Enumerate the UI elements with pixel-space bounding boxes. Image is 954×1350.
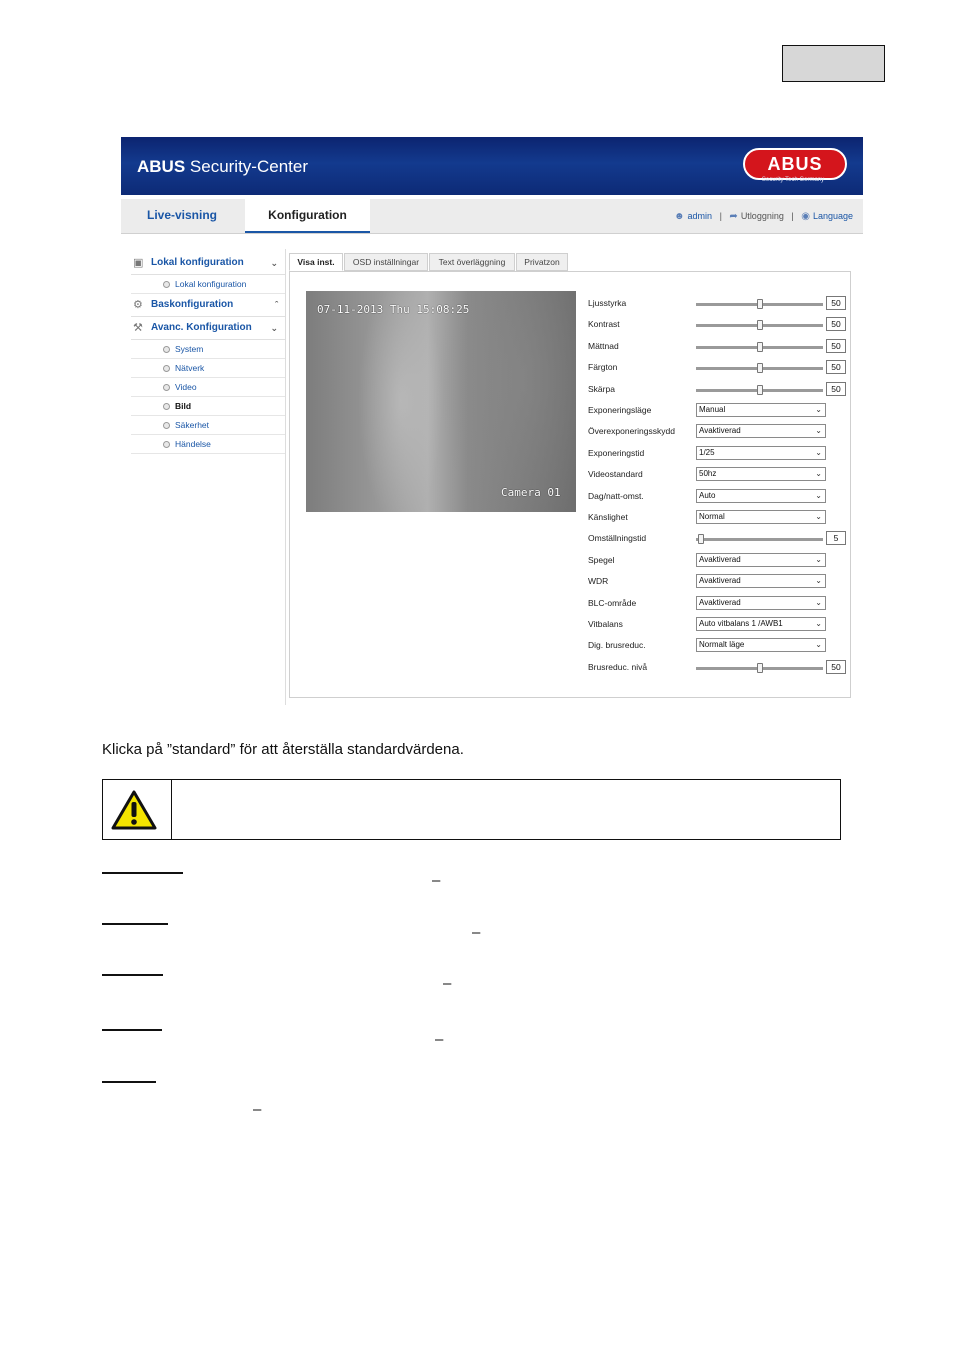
dropdown-value: 50hz bbox=[699, 469, 717, 479]
setting-label: Mättnad bbox=[588, 340, 619, 351]
language-link[interactable]: Language bbox=[812, 211, 853, 221]
chevron-down-icon: ⌄ bbox=[815, 426, 822, 436]
dash-4: – bbox=[435, 1031, 444, 1048]
sidebar-item-security[interactable] bbox=[131, 416, 286, 435]
user-bar: ☻ admin | ➦ Utloggning | ◉ Language bbox=[674, 199, 853, 233]
setting-label: Videostandard bbox=[588, 469, 643, 480]
brand-bold: ABUS bbox=[137, 157, 186, 176]
sidebar-divider bbox=[285, 249, 286, 705]
dropdown-value: Avaktiverad bbox=[699, 597, 741, 607]
dropdown-value: Avaktiverad bbox=[699, 576, 741, 586]
setting-value-input[interactable]: 50 bbox=[826, 360, 846, 374]
osd-timestamp: 07-11-2013 Thu 15:08:25 bbox=[317, 303, 470, 316]
main-nav bbox=[121, 199, 863, 234]
setting-label: Överexponeringsskydd bbox=[588, 426, 675, 437]
tab-text-overlay[interactable]: Text överläggning bbox=[429, 253, 515, 271]
setting-label: Kontrast bbox=[588, 319, 620, 330]
app-screenshot bbox=[121, 137, 863, 707]
sidebar-item-video[interactable] bbox=[131, 378, 286, 397]
slider-thumb[interactable] bbox=[757, 363, 763, 373]
slider-thumb[interactable] bbox=[698, 534, 704, 544]
chevron-down-icon: ⌄ bbox=[270, 258, 278, 268]
chevron-down-icon: ⌄ bbox=[815, 512, 822, 521]
setting-label: Vitbalans bbox=[588, 619, 623, 629]
instruction-text: Klicka på ”standard” för att återställa standardvärdena. bbox=[102, 741, 464, 758]
setting-row bbox=[588, 296, 848, 312]
setting-label: BLC-område bbox=[588, 597, 637, 608]
dropdown-value: Avaktiverad bbox=[699, 554, 741, 564]
dropdown-value: Auto vitbalans 1 /AWB1 bbox=[699, 619, 783, 628]
dash-5: – bbox=[253, 1101, 262, 1118]
setting-slider[interactable] bbox=[696, 538, 823, 541]
abus-logo: ABUS bbox=[743, 148, 847, 180]
setting-slider[interactable] bbox=[696, 667, 823, 670]
dropdown-value: Manual bbox=[699, 405, 726, 414]
setting-row bbox=[588, 467, 848, 483]
setting-label: Dag/natt-omst. bbox=[588, 490, 644, 501]
setting-label: Exponeringsläge bbox=[588, 405, 652, 415]
setting-row bbox=[588, 531, 848, 547]
tab-configuration[interactable]: Konfiguration bbox=[245, 199, 370, 233]
bullet-icon bbox=[163, 365, 170, 372]
setting-dropdown[interactable] bbox=[696, 446, 826, 460]
slider-thumb[interactable] bbox=[757, 663, 763, 673]
setting-value-input[interactable]: 50 bbox=[826, 339, 846, 353]
warning-icon bbox=[111, 789, 157, 831]
globe-icon: ◉ bbox=[801, 211, 810, 222]
chevron-down-icon: ⌄ bbox=[815, 619, 822, 628]
chevron-down-icon: ⌄ bbox=[815, 576, 822, 586]
sidebar-group-local[interactable] bbox=[131, 252, 286, 275]
setting-dropdown[interactable] bbox=[696, 510, 826, 524]
dropdown-value: Avaktiverad bbox=[699, 426, 741, 436]
dash-1: – bbox=[432, 872, 441, 889]
sidebar-group-advanced[interactable] bbox=[131, 317, 286, 340]
setting-label: Omställningstid bbox=[588, 533, 647, 544]
bullet-icon bbox=[163, 422, 170, 429]
heading-underline-2 bbox=[102, 923, 168, 925]
bullet-icon bbox=[163, 384, 170, 391]
setting-row bbox=[588, 510, 848, 526]
setting-row bbox=[588, 446, 848, 462]
sidebar-group-label: Baskonfiguration bbox=[151, 299, 234, 310]
setting-label: Färgton bbox=[588, 362, 618, 373]
setting-row bbox=[588, 574, 848, 590]
computer-icon: ▣ bbox=[133, 257, 144, 269]
setting-value-input[interactable]: 50 bbox=[826, 296, 846, 310]
setting-dropdown[interactable] bbox=[696, 638, 826, 652]
sidebar-group-basic[interactable] bbox=[131, 294, 286, 317]
chevron-down-icon: ⌄ bbox=[815, 490, 822, 500]
wrench-icon: ⚒ bbox=[133, 322, 143, 334]
heading-underline-3 bbox=[102, 974, 163, 976]
dash-3: – bbox=[443, 975, 452, 992]
setting-dropdown[interactable] bbox=[696, 403, 826, 417]
sidebar-item-label: Video bbox=[175, 382, 197, 392]
setting-value-input[interactable]: 50 bbox=[826, 382, 846, 396]
setting-label: Skärpa bbox=[588, 383, 615, 394]
chevron-down-icon: ⌄ bbox=[815, 469, 822, 479]
chevron-down-icon: ⌄ bbox=[815, 554, 822, 564]
user-link[interactable]: admin bbox=[687, 211, 713, 221]
dash-2: – bbox=[472, 924, 481, 941]
sidebar-item-label: Bild bbox=[175, 401, 192, 411]
sidebar-item-label: Händelse bbox=[175, 439, 211, 449]
setting-row bbox=[588, 617, 848, 633]
dropdown-value: Normalt läge bbox=[699, 640, 745, 650]
slider-thumb[interactable] bbox=[757, 342, 763, 352]
setting-dropdown[interactable] bbox=[696, 553, 826, 567]
sidebar bbox=[131, 252, 286, 454]
tab-live-view[interactable]: Live-visning bbox=[146, 208, 217, 222]
dropdown-value: Normal bbox=[699, 512, 725, 521]
setting-slider[interactable] bbox=[696, 367, 823, 370]
dropdown-value: 1/25 bbox=[699, 447, 715, 457]
setting-label: Brusreduc. nivå bbox=[588, 661, 648, 672]
setting-dropdown[interactable] bbox=[696, 617, 826, 631]
sidebar-item-image[interactable] bbox=[131, 397, 286, 416]
setting-row bbox=[588, 553, 848, 569]
setting-row bbox=[588, 424, 848, 440]
setting-label: Exponeringstid bbox=[588, 447, 645, 458]
setting-label: Spegel bbox=[588, 554, 615, 565]
bullet-icon bbox=[163, 281, 170, 288]
setting-slider[interactable] bbox=[696, 303, 823, 306]
dropdown-value: Auto bbox=[699, 490, 716, 500]
setting-row bbox=[588, 660, 848, 676]
brand-rest: Security-Center bbox=[185, 157, 308, 176]
bullet-icon bbox=[163, 441, 170, 448]
sidebar-item-system[interactable] bbox=[131, 340, 286, 359]
app-header bbox=[121, 137, 863, 195]
chevron-down-icon: ⌄ bbox=[815, 640, 822, 650]
sidebar-item-label: Nätverk bbox=[175, 363, 205, 373]
heading-underline-4 bbox=[102, 1029, 162, 1031]
setting-row bbox=[588, 317, 848, 333]
setting-row bbox=[588, 382, 848, 398]
osd-camera-name: Camera 01 bbox=[501, 486, 561, 499]
setting-dropdown[interactable] bbox=[696, 489, 826, 503]
sidebar-item-label: Säkerhet bbox=[175, 420, 210, 430]
settings-icon: ⚙ bbox=[133, 299, 143, 311]
warning-divider bbox=[171, 780, 172, 839]
setting-row bbox=[588, 403, 848, 419]
video-preview bbox=[306, 291, 576, 512]
setting-dropdown[interactable] bbox=[696, 424, 826, 438]
sidebar-item-local-config[interactable] bbox=[131, 275, 286, 294]
page-number-box bbox=[782, 45, 885, 82]
chevron-down-icon: ⌄ bbox=[815, 405, 822, 414]
sidebar-item-event[interactable] bbox=[131, 435, 286, 454]
setting-slider[interactable] bbox=[696, 389, 823, 392]
tab-privacy-zone[interactable]: Privatzon bbox=[516, 253, 568, 271]
chevron-up-icon: ˆ bbox=[275, 300, 278, 310]
user-icon: ☻ bbox=[674, 211, 685, 222]
setting-label: WDR bbox=[588, 576, 609, 587]
logout-link[interactable]: Utloggning bbox=[740, 211, 784, 221]
chevron-down-icon: ⌄ bbox=[815, 597, 822, 607]
setting-row bbox=[588, 360, 848, 376]
logout-icon: ➦ bbox=[729, 211, 738, 222]
sidebar-item-label: Lokal konfiguration bbox=[175, 279, 247, 289]
sidebar-group-label: Lokal konfiguration bbox=[151, 257, 244, 268]
heading-underline-1 bbox=[102, 872, 183, 874]
setting-slider[interactable] bbox=[696, 324, 823, 327]
warning-box bbox=[102, 779, 841, 840]
setting-value-input[interactable]: 5 bbox=[826, 531, 846, 545]
chevron-down-icon: ⌄ bbox=[815, 447, 822, 457]
bullet-icon bbox=[163, 403, 170, 410]
heading-underline-5 bbox=[102, 1081, 156, 1083]
setting-value-input[interactable]: 50 bbox=[826, 317, 846, 331]
sidebar-group-label: Avanc. Konfiguration bbox=[151, 322, 252, 333]
setting-row bbox=[588, 489, 848, 505]
setting-dropdown[interactable] bbox=[696, 596, 826, 610]
setting-value-input[interactable]: 50 bbox=[826, 660, 846, 674]
logo-tagline: Security Tech Germany bbox=[761, 177, 825, 183]
setting-row bbox=[588, 339, 848, 355]
setting-label: Dig. brusreduc. bbox=[588, 640, 646, 651]
slider-thumb[interactable] bbox=[757, 320, 763, 330]
sidebar-item-network[interactable] bbox=[131, 359, 286, 378]
setting-row bbox=[588, 638, 848, 654]
tab-display-settings[interactable]: Visa inst. bbox=[289, 253, 343, 271]
settings-panel bbox=[289, 271, 851, 698]
setting-slider[interactable] bbox=[696, 346, 823, 349]
slider-thumb[interactable] bbox=[757, 385, 763, 395]
setting-label: Känslighet bbox=[588, 512, 628, 522]
chevron-down-icon: ⌄ bbox=[270, 323, 278, 333]
tab-osd-settings[interactable]: OSD inställningar bbox=[344, 253, 428, 271]
bullet-icon bbox=[163, 346, 170, 353]
setting-label: Ljusstyrka bbox=[588, 298, 627, 308]
setting-dropdown[interactable] bbox=[696, 574, 826, 588]
setting-dropdown[interactable] bbox=[696, 467, 826, 481]
sidebar-item-label: System bbox=[175, 344, 204, 354]
app-title bbox=[137, 157, 308, 177]
setting-row bbox=[588, 596, 848, 612]
slider-thumb[interactable] bbox=[757, 299, 763, 309]
